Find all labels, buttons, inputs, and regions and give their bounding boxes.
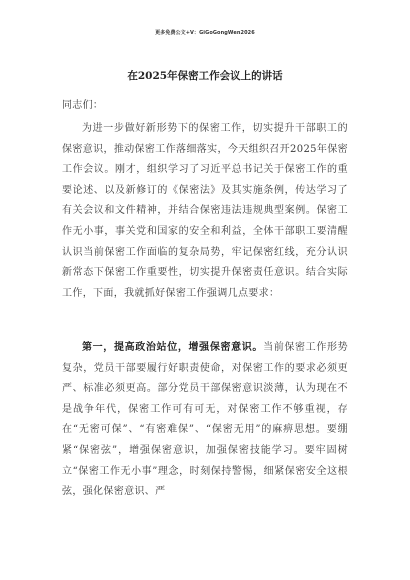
- body-paragraph-1: [62, 119, 348, 304]
- header-note: 更多免费公文+V：GiGoGongWen2026: [155, 30, 255, 36]
- body-paragraph-2: [62, 338, 348, 503]
- paragraph-2-heading: 第一，提高政治站位，增强保密意识。: [82, 342, 264, 353]
- paragraph-1-text: 为进一步做好新形势下的保密工作，切实提升干部职工的保密意识，推动保密工作落细落实，今天组织召开2025年保密工作会议。刚才，组织学习了习近平总书记关于保密工作的重要论述、以及新修订的《保密法》及其实施条例，传达学习了有关会议和文件精神，并结合保密违法违规典型案例。保密工作无小事，事关党和国家的安全和利益，全体干部职工要清醒认识当前保密工作面临的复杂局势，牢记保密红线，充分认识新常态下保密工作重要性，切实提升保密责任意识。结合实际工作，下面，我就抓好保密工作强调几点要求：: [62, 123, 348, 299]
- salutation: 同志们：: [62, 100, 104, 111]
- document-title: 在2025年保密工作会议上的讲话: [127, 70, 283, 82]
- paragraph-2-text: 当前保密工作形势复杂，党员干部要履行好职责使命，对保密工作的要求必须更严、标准必须更高。部分党员干部保密意识淡薄，认为现在不是战争年代，保密工作可有可无，对保密工作不够重视，存在“无密可保”、“有密难保”、“保密无用”的麻痹思想。要绷紧“保密弦”，增强保密意识，加强保密技能学习。要牢固树立“保密工作无小事”理念，时刻保持警惕，细紧保密安全这根弦，强化保密意识、严: [62, 342, 348, 498]
